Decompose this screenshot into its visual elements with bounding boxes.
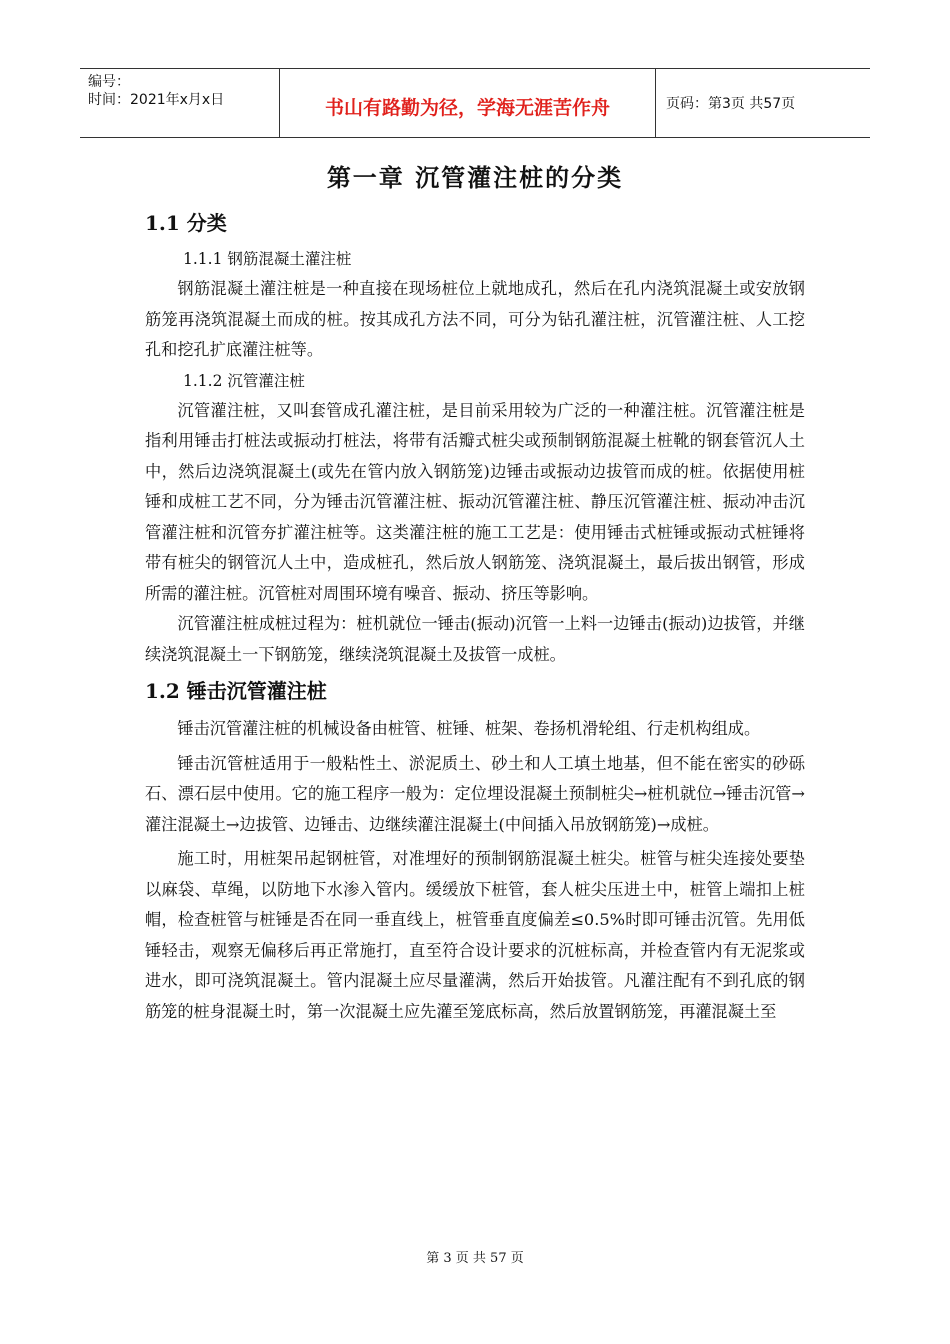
header-page-info: 页码：第3页 共57页 xyxy=(666,96,796,112)
subsection-title-1-1-1: 1.1.1 钢筋混凝土灌注桩 xyxy=(183,250,352,268)
document-body xyxy=(145,206,805,1027)
section-title-1-1: 1.1 分类 xyxy=(145,211,227,235)
header-motto: 书山有路勤为径，学海无涯苦作舟 xyxy=(280,69,656,137)
chapter-title: 第一章 沉管灌注桩的分类 xyxy=(326,163,624,192)
paragraph: 锤击沉管灌注桩的机械设备由桩管、桩锤、桩架、卷扬机滑轮组、行走机构组成。 xyxy=(177,719,761,738)
paragraph: 锤击沉管桩适用于一般粘性土、淤泥质土、砂土和人工填土地基，但不能在密实的砂砾石、漂石层中使用。它的施工程序一般为：定位埋设混凝土预制桩尖→桩机就位→锤击沉管→灌注混凝土→边拔管、边锤击、边继续灌注混凝土(中间插入吊放钢筋笼)→成桩。 xyxy=(145,753,805,834)
page-footer: 第 3 页 共 57 页 xyxy=(426,1251,524,1266)
subsection-title-1-1-2: 1.1.2 沉管灌注桩 xyxy=(183,371,305,390)
paragraph: 钢筋混凝土灌注桩是一种直接在现场桩位上就地成孔，然后在孔内浇筑混凝土或安放钢筋笼再浇筑混凝土而成的桩。按其成孔方法不同，可分为钻孔灌注桩，沉管灌注桩、人工挖孔和挖孔扩底灌注桩等。 xyxy=(145,279,805,359)
date-text: 时间：2021年x月x日 xyxy=(88,92,225,108)
paragraph: 施工时，用桩架吊起钢桩管，对准埋好的预制钢筋混凝土桩尖。桩管与桩尖连接处要垫以麻袋、草绳，以防地下水渗入管内。缓缓放下桩管，套人桩尖压进土中，桩管上端扣上桩帽，检查桩管与桩锤是否在同一垂直线上，桩管垂直度偏差≤0.5%时即可锤击沉管。先用低锤轻击，观察无偏移后再正常施打，直至符合设计要求的沉桩标高，并检查管内有无泥浆或进水，即可浇筑混凝土。管内混凝土应尽量灌满，然后开始拔管。凡灌注配有不到孔底的钢筋笼的桩身混凝土时，第一次混凝土应先灌至笼底标高，然后放置钢筋笼，再灌混凝土至 xyxy=(145,849,805,1021)
paragraph: 沉管灌注桩，又叫套管成孔灌注桩，是目前采用较为广泛的一种灌注桩。沉管灌注桩是指利用锤击打桩法或振动打桩法，将带有活瓣式桩尖或预制钢筋混凝土桩靴的钢套管沉人土中，然后边浇筑混凝土(或先在管内放入钢筋笼)边锤击或振动边拔管而成的桩。依据使用桩锤和成桩工艺不同，分为锤击沉管灌注桩、振动沉管灌注桩、静压沉管灌注桩、振动冲击沉管灌注桩和沉管夯扩灌注桩等。这类灌注桩的施工工艺是：使用锤击式桩锤或振动式桩锤将带有桩尖的钢管沉人土中，造成桩孔，然后放人钢筋笼、浇筑混凝土，最后拔出钢管，形成所需的灌注桩。沉管桩对周围环境有噪音、振动、挤压等影响。 xyxy=(145,400,805,603)
code-label: 编号： xyxy=(88,74,130,90)
header-meta xyxy=(80,69,280,137)
section-title-1-2: 1.2 锤击沉管灌注桩 xyxy=(145,679,327,703)
header-table xyxy=(80,68,870,138)
paragraph: 沉管灌注桩成桩过程为：桩机就位一锤击(振动)沉管一上料一边锤击(振动)边拔管，并继续浇筑混凝土一下钢筋笼，继续浇筑混凝土及拔管一成桩。 xyxy=(145,614,805,664)
